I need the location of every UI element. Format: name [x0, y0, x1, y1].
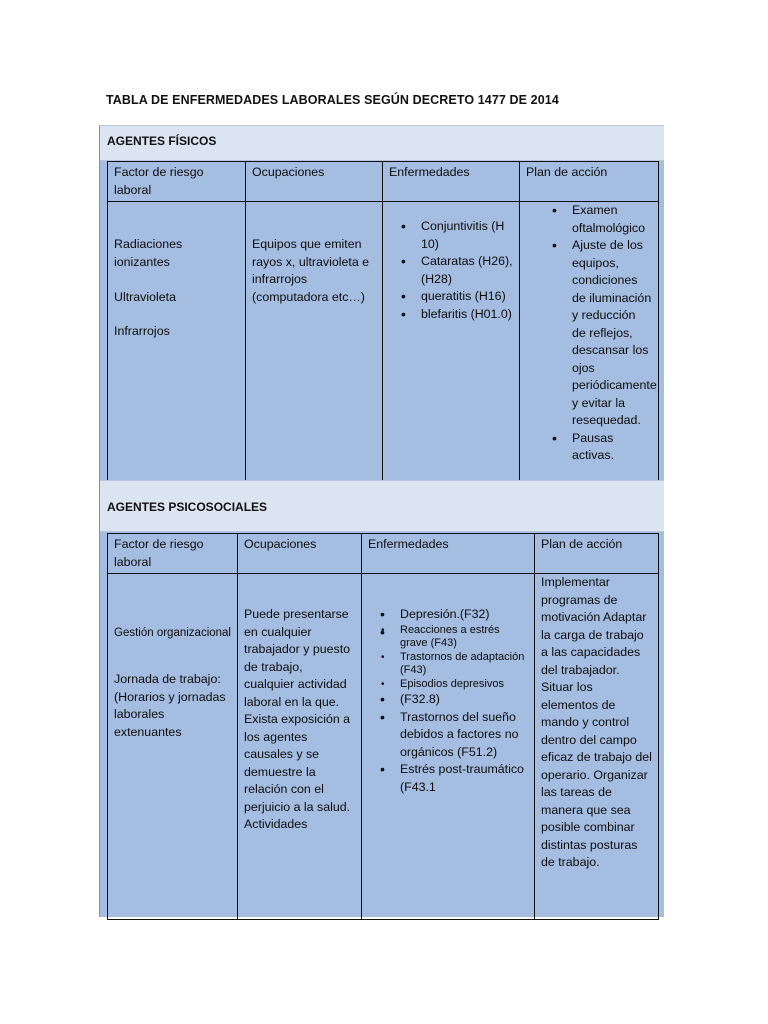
list-item: • Ajuste de los equipos, condiciones de iluminación y reducción de reflejos, descansar los ojos periódicamente y evitar la resequedad.: [572, 237, 652, 430]
header-cell: Plan de acción: [535, 534, 659, 574]
diseases-list: [389, 218, 513, 323]
factor-item: Ultravioleta: [114, 290, 176, 304]
section-heading: AGENTES FÍSICOS: [100, 125, 664, 161]
list-item: • Trastornos de adaptación (F43): [400, 651, 528, 678]
list-item: • Depresión.(F32): [400, 606, 528, 624]
list-item: • blefaritis (H01.0): [421, 306, 513, 324]
list-item: • Trastornos del sueño debidos a factores no orgánicos (F51.2): [400, 709, 528, 762]
list-item: • Estrés post-traumático (F43.1: [400, 761, 528, 796]
occupations-cell: Puede presentarse en cualquier trabajador y puesto de trabajo, cualquier actividad laboral en la que. Exista exposición a los agentes causales y se demuestre la relación con el perjuicio a la salud. Actividades: [238, 574, 362, 920]
factor-item: Radiaciones ionizantes: [114, 237, 183, 269]
header-cell: Factor de riesgo laboral: [108, 534, 238, 574]
document-title: TABLA DE ENFERMEDADES LABORALES SEGÚN DECRETO 1477 DE 2014: [106, 93, 559, 107]
header-cell: Enfermedades: [362, 534, 535, 574]
diseases-cell: [383, 202, 520, 482]
list-item: • Reacciones a estrés grave (F43): [400, 624, 528, 651]
table-header-row: [108, 534, 659, 574]
diseases-list: [368, 606, 528, 796]
action-plan-list: [526, 202, 657, 465]
list-item: • (F32.8): [400, 691, 528, 709]
occupations-cell: Equipos que emiten rayos x, ultravioleta e infrarrojos (computadora etc…): [246, 202, 383, 482]
factor-cell: [108, 202, 246, 482]
table-header-row: [108, 162, 659, 202]
header-cell: Factor de riesgo laboral: [108, 162, 246, 202]
table-row: [108, 574, 659, 920]
action-plan-cell: Implementar programas de motivación Adaptar la carga de trabajo a las capacidades del trabajador. Situar los elementos de mando y control dentro del campo eficaz de trabajo del operario. Organizar las tareas de manera que sea posible combinar distintas posturas de trabajo.: [535, 574, 659, 920]
list-item: • Cataratas (H26), (H28): [421, 253, 513, 288]
factor-item: Infrarrojos: [114, 323, 170, 338]
factor-item: Gestión organizacional: [114, 627, 231, 639]
physical-agents-table: [107, 161, 659, 482]
table-row: [108, 202, 659, 482]
diseases-cell: [362, 574, 535, 920]
list-item: • Examen oftalmológico: [572, 202, 652, 237]
factor-item: Jornada de trabajo:(Horarios y jornadas laborales extenuantes: [114, 672, 226, 739]
factor-cell: [108, 574, 238, 920]
header-cell: Plan de acción: [520, 162, 659, 202]
action-plan-cell: [520, 202, 659, 482]
header-cell: Ocupaciones: [238, 534, 362, 574]
header-cell: Ocupaciones: [246, 162, 383, 202]
section-physical-agents: [99, 125, 664, 480]
list-item: • Pausas activas.: [572, 430, 652, 465]
list-item: • queratitis (H16): [421, 288, 513, 306]
section-psychosocial-agents: [99, 480, 664, 917]
list-item: • Episodios depresivos: [400, 678, 528, 692]
psychosocial-agents-table: [107, 533, 659, 920]
section-heading: AGENTES PSICOSOCIALES: [100, 480, 664, 532]
list-item: • Conjuntivitis (H 10): [421, 218, 513, 253]
header-cell: Enfermedades: [383, 162, 520, 202]
